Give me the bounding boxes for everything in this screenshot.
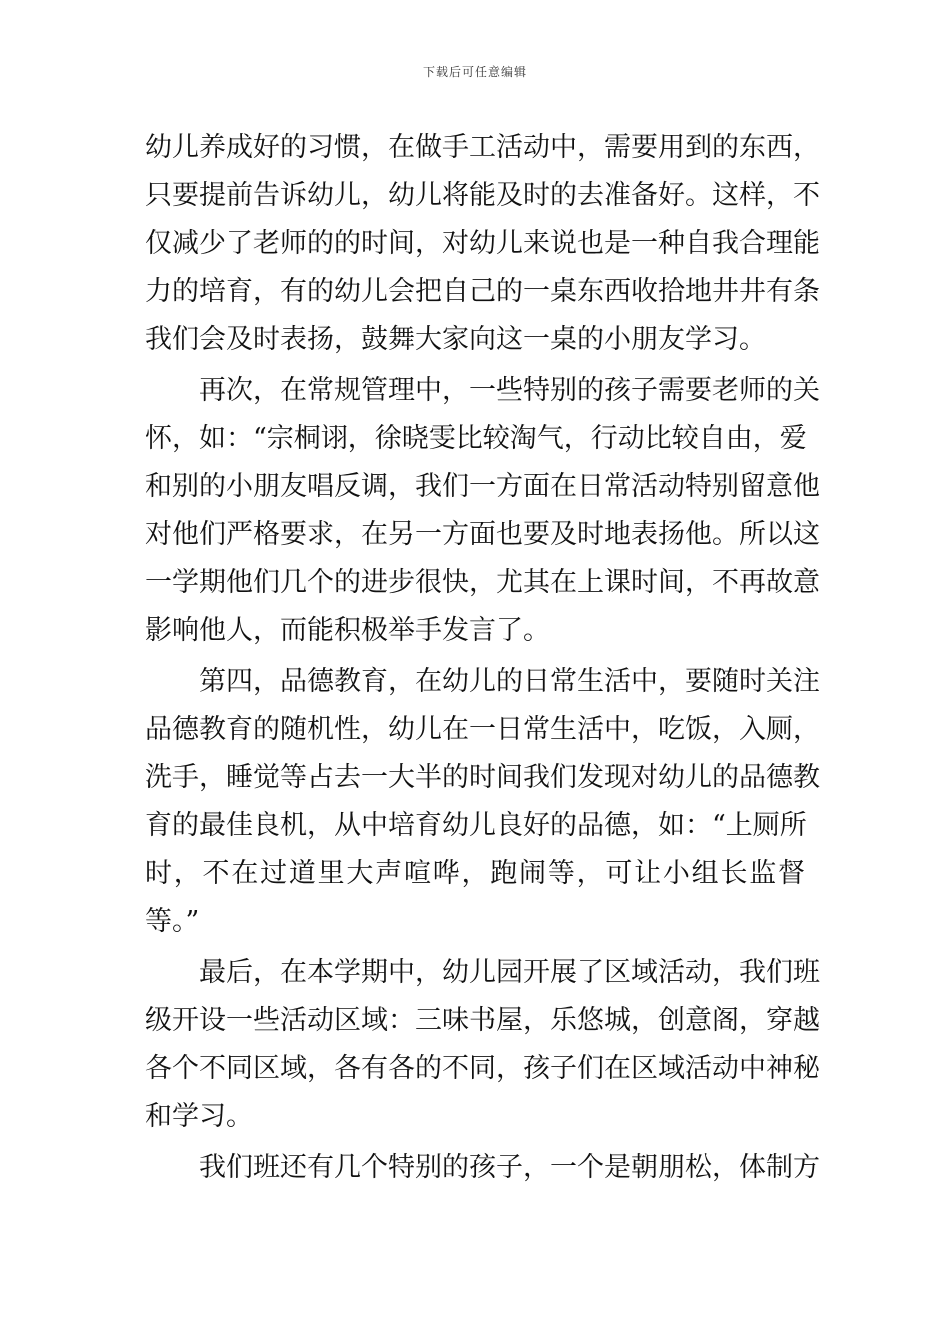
text-line: 育的最佳良机，从中培育幼儿良好的品德，如：“上厕所 bbox=[145, 810, 807, 841]
paragraph bbox=[145, 367, 820, 655]
text-line: 一学期他们几个的进步很快，尤其在上课时间，不再故意 bbox=[145, 567, 820, 598]
text-line: 等。” bbox=[145, 906, 200, 937]
text-line: 时，不在过道里大声喧哗，跑闹等，可让小组长监督 bbox=[145, 858, 805, 889]
text-line: 我们班还有几个特别的孩子，一个是朝朋松，体制方 bbox=[199, 1152, 820, 1183]
page-header: 下载后可任意编辑 bbox=[422, 65, 527, 79]
text-line: 和学习。 bbox=[145, 1101, 253, 1132]
text-line: 只要提前告诉幼儿，幼儿将能及时的去准备好。这样，不 bbox=[145, 180, 820, 211]
document-body bbox=[145, 124, 820, 1192]
text-line: 影响他人，而能积极举手发言了。 bbox=[145, 615, 550, 646]
text-line: 最后，在本学期中，幼儿园开展了区域活动，我们班 bbox=[199, 957, 820, 988]
text-line: 品德教育的随机性，幼儿在一日常生活中，吃饭，入厕， bbox=[145, 714, 820, 745]
paragraph bbox=[145, 1144, 820, 1192]
text-line: 洗手，睡觉等占去一大半的时间我们发现对幼儿的品德教 bbox=[145, 762, 820, 793]
text-line: 级开设一些活动区域：三味书屋，乐悠城，创意阁，穿越 bbox=[145, 1005, 820, 1036]
text-line: 和别的小朋友唱反调，我们一方面在日常活动特别留意他 bbox=[145, 471, 820, 502]
text-line: 怀，如：“宗桐诩，徐晓雯比较淘气，行动比较自由，爱 bbox=[145, 423, 807, 454]
text-line: 仅减少了老师的的时间，对幼儿来说也是一种自我合理能 bbox=[145, 228, 820, 259]
text-line: 我们会及时表扬，鼓舞大家向这一桌的小朋友学习。 bbox=[145, 324, 766, 355]
text-line: 幼儿养成好的习惯，在做手工活动中，需要用到的东西， bbox=[145, 132, 820, 163]
paragraph bbox=[145, 124, 820, 364]
paragraph bbox=[145, 949, 820, 1141]
text-line: 各个不同区域，各有各的不同，孩子们在区域活动中神秘 bbox=[145, 1053, 820, 1084]
text-line: 再次，在常规管理中，一些特别的孩子需要老师的关 bbox=[199, 375, 820, 406]
paragraph bbox=[145, 658, 820, 946]
text-line: 对他们严格要求，在另一方面也要及时地表扬他。所以这 bbox=[145, 519, 820, 550]
text-line: 第四，品德教育，在幼儿的日常生活中，要随时关注 bbox=[199, 666, 820, 697]
text-line: 力的培育，有的幼儿会把自己的一桌东西收拾地井井有条 bbox=[145, 276, 820, 307]
